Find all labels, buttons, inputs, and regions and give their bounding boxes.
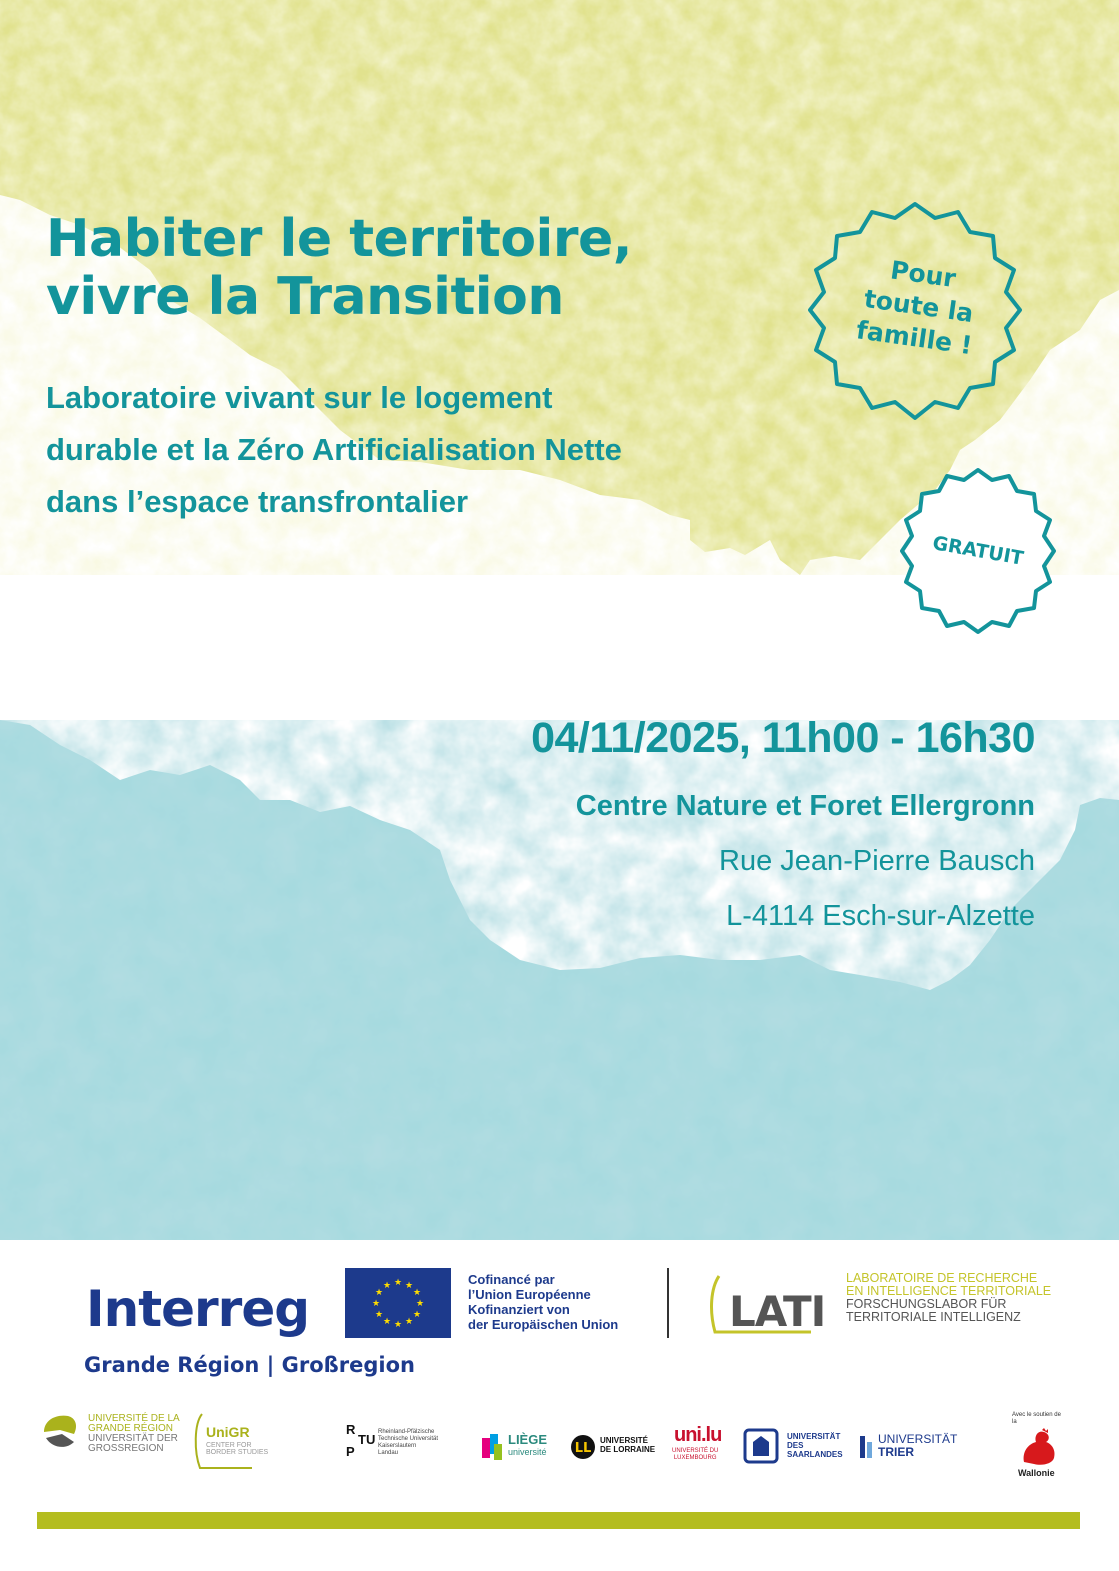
ugr-mark-icon bbox=[40, 1412, 80, 1452]
trier-line-2: TRIER bbox=[878, 1445, 914, 1459]
subtitle-line-3: dans l’espace transfrontalier bbox=[46, 484, 469, 519]
rptu-sub-4: Landau bbox=[378, 1450, 399, 1456]
interreg-region: Grande Région | Großregion bbox=[84, 1353, 415, 1377]
liege-sub: université bbox=[508, 1447, 547, 1457]
svg-text:★: ★ bbox=[412, 1288, 422, 1298]
family-badge-line-1: Pour bbox=[888, 255, 958, 294]
svg-text:★: ★ bbox=[404, 1317, 414, 1327]
wallonie-logo bbox=[1010, 1412, 1070, 1482]
eu-line-4: der Europäischen Union bbox=[468, 1317, 619, 1332]
unilu-logo bbox=[670, 1424, 730, 1474]
svg-text:★: ★ bbox=[371, 1299, 381, 1309]
ugr-line-4: GROSSREGION bbox=[88, 1443, 164, 1454]
unilu-mark: uni.lu bbox=[674, 1424, 722, 1446]
trier-logo bbox=[858, 1430, 968, 1466]
lati-de-2: TERRITORIALE INTELLIGENZ bbox=[846, 1310, 1021, 1324]
lati-logo-text: LATI bbox=[729, 1287, 826, 1336]
rptu-tu: TU bbox=[358, 1432, 376, 1447]
free-badge bbox=[888, 462, 1068, 640]
lorraine-mark-icon bbox=[570, 1434, 596, 1460]
trier-line-1: UNIVERSITÄT bbox=[878, 1432, 958, 1446]
ugr-line-2: GRANDE RÉGION bbox=[88, 1423, 174, 1434]
unilu-line-1: UNIVERSITÉ DU bbox=[672, 1448, 719, 1454]
event-street: Rue Jean-Pierre Bausch bbox=[719, 845, 1035, 877]
svg-text:★: ★ bbox=[374, 1288, 384, 1298]
free-badge-label: GRATUIT bbox=[930, 532, 1026, 570]
headline-line-2: vivre la Transition bbox=[46, 267, 564, 327]
unigr-sub-2: BORDER STUDIES bbox=[206, 1449, 269, 1456]
rptu-r: R bbox=[346, 1422, 356, 1437]
ugr-logo bbox=[40, 1412, 190, 1482]
unigr-name: UniGR bbox=[206, 1424, 250, 1440]
unigr-logo bbox=[192, 1412, 282, 1472]
lati-de-1: FORSCHUNGSLABOR FÜR bbox=[846, 1297, 1007, 1311]
event-datetime: 04/11/2025, 11h00 - 16h30 bbox=[531, 714, 1035, 762]
rptu-p: P bbox=[346, 1444, 355, 1459]
svg-text:★: ★ bbox=[415, 1299, 425, 1309]
saarland-line-3: SAARLANDES bbox=[787, 1450, 843, 1459]
eu-cofunding-text bbox=[468, 1272, 618, 1332]
wallonie-name: Wallonie bbox=[1018, 1468, 1055, 1478]
lati-fr-2: EN INTELLIGENCE TERRITORIALE bbox=[846, 1284, 1052, 1298]
family-badge bbox=[790, 196, 1040, 428]
liege-mark-icon bbox=[480, 1432, 506, 1462]
svg-text:★: ★ bbox=[393, 1278, 403, 1288]
unilu-line-2: LUXEMBOURG bbox=[673, 1455, 717, 1461]
eu-line-1: Cofinancé par bbox=[468, 1272, 555, 1287]
interreg-logo: Interreg bbox=[86, 1280, 310, 1338]
saarland-line-1: UNIVERSITÄT bbox=[787, 1432, 841, 1441]
subtitle-line-1: Laboratoire vivant sur le logement bbox=[46, 380, 553, 415]
ugr-line-1: UNIVERSITÉ DE LA bbox=[88, 1413, 180, 1424]
rptu-sub-1: Rheinland-Pfälzische bbox=[378, 1429, 435, 1435]
family-badge-line-2: toute la bbox=[862, 283, 976, 328]
lorraine-line-1: UNIVERSITÉ bbox=[600, 1436, 649, 1445]
headline bbox=[46, 210, 632, 326]
svg-text:★: ★ bbox=[374, 1310, 384, 1320]
event-city: L-4114 Esch-sur-Alzette bbox=[726, 900, 1035, 932]
footer-divider bbox=[667, 1268, 669, 1338]
family-badge-line-3: famille ! bbox=[854, 315, 975, 361]
wallonie-top-2: la bbox=[1012, 1419, 1017, 1425]
liege-name: LIÈGE bbox=[508, 1432, 548, 1447]
bottom-accent-bar bbox=[37, 1512, 1080, 1529]
svg-text:★: ★ bbox=[404, 1281, 414, 1291]
saarland-seal-icon bbox=[741, 1426, 781, 1466]
rptu-sub-3: Kaiserslautern bbox=[378, 1443, 417, 1449]
saarland-line-2: DES bbox=[787, 1441, 804, 1450]
lati-logo bbox=[707, 1270, 837, 1340]
svg-text:★: ★ bbox=[412, 1310, 422, 1320]
svg-text:★: ★ bbox=[382, 1317, 392, 1327]
svg-text:★: ★ bbox=[382, 1281, 392, 1291]
wallonie-top-1: Avec le soutien de bbox=[1012, 1412, 1061, 1418]
eu-line-3: Kofinanziert von bbox=[468, 1302, 570, 1317]
svg-text:★: ★ bbox=[393, 1320, 403, 1330]
saarland-logo bbox=[741, 1426, 851, 1470]
subtitle-line-2: durable et la Zéro Artificialisation Nette bbox=[46, 432, 622, 467]
rooster-icon bbox=[1016, 1428, 1060, 1468]
headline-line-1: Habiter le territoire, bbox=[46, 209, 633, 269]
lati-fr-1: LABORATOIRE DE RECHERCHE bbox=[846, 1271, 1038, 1285]
rptu-sub-2: Technische Universität bbox=[378, 1436, 439, 1442]
lorraine-logo bbox=[570, 1430, 660, 1466]
svg-text:LL: LL bbox=[574, 1441, 592, 1456]
trier-mark-icon bbox=[858, 1434, 874, 1460]
rptu-logo bbox=[346, 1422, 466, 1472]
lorraine-line-2: DE LORRAINE bbox=[600, 1445, 656, 1454]
lati-description bbox=[846, 1272, 1051, 1324]
ugr-line-3: UNIVERSITÄT DER bbox=[88, 1433, 178, 1444]
event-venue: Centre Nature et Foret Ellergronn bbox=[575, 790, 1035, 822]
liege-logo bbox=[480, 1430, 560, 1466]
eu-flag-icon bbox=[345, 1268, 451, 1338]
subtitle bbox=[46, 372, 622, 528]
eu-line-2: l’Union Européenne bbox=[468, 1287, 591, 1302]
unigr-sub-1: CENTER FOR bbox=[206, 1442, 252, 1449]
